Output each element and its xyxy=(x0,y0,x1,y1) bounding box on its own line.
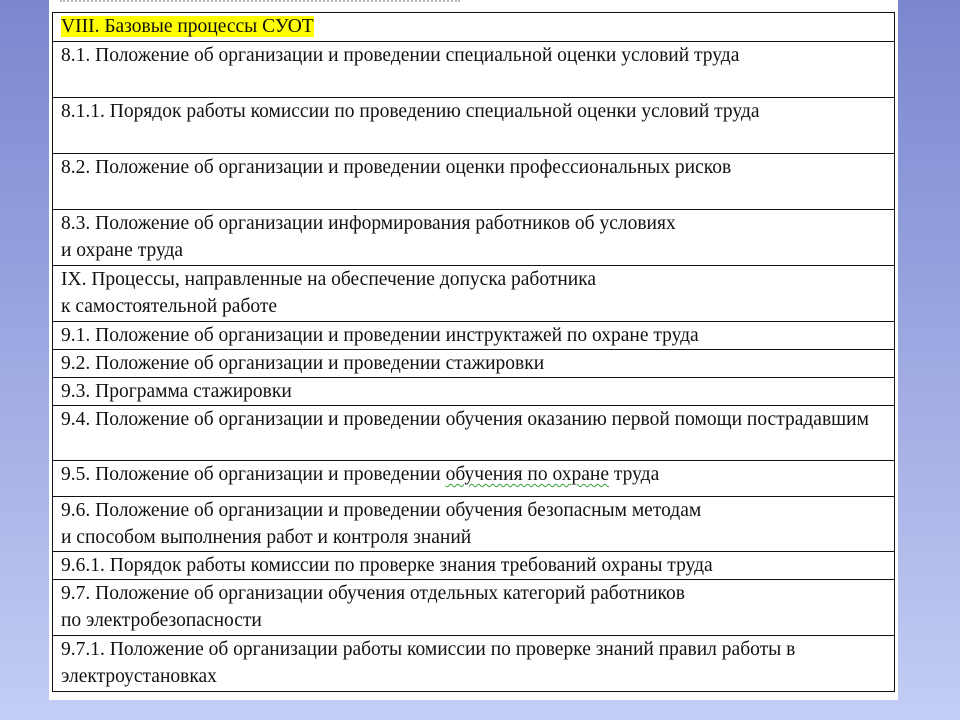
table-cell xyxy=(53,552,895,580)
table-cell xyxy=(53,322,895,350)
table-row xyxy=(53,154,895,210)
table-row xyxy=(53,266,895,322)
cell-text: 8.2. Положение об организации и проведении оценки профессиональных рисков xyxy=(61,157,732,178)
table-cell xyxy=(53,266,895,322)
table-row xyxy=(53,552,895,580)
table-row xyxy=(53,378,895,406)
table-cell xyxy=(53,154,895,210)
table-row xyxy=(53,580,895,636)
table-row xyxy=(53,322,895,350)
table-row xyxy=(53,13,895,42)
cell-text: 8.1.1. Порядок работы комиссии по проведению специальной оценки условий труда xyxy=(61,101,760,122)
table-row xyxy=(53,636,895,692)
table-cell xyxy=(53,98,895,154)
table-row xyxy=(53,406,895,461)
cell-text: 8.1. Положение об организации и проведении специальной оценки условий труда xyxy=(61,45,740,66)
table-cell xyxy=(53,13,895,42)
table-cell xyxy=(53,461,895,497)
cell-text: 9.6.1. Порядок работы комиссии по проверке знания требований охраны труда xyxy=(61,555,713,576)
table-row xyxy=(53,350,895,378)
cell-text: 9.4. Положение об организации и проведении обучения оказанию первой помощи пострадавшим xyxy=(61,409,869,430)
cell-text: 9.7. Положение об организации обучения отдельных категорий работников по электробезопасности xyxy=(61,583,685,631)
table-row xyxy=(53,42,895,98)
table-row xyxy=(53,461,895,497)
table-row xyxy=(53,210,895,266)
table-row xyxy=(53,98,895,154)
table-cell xyxy=(53,406,895,461)
table-cell xyxy=(53,580,895,636)
procedures-table xyxy=(52,12,895,692)
table-row xyxy=(53,497,895,552)
cell-text: труда xyxy=(609,464,660,485)
cell-text: 8.3. Положение об организации информирования работников об условиях и охране труда xyxy=(61,213,676,261)
table-cell xyxy=(53,497,895,552)
cell-text: 9.3. Программа стажировки xyxy=(61,381,292,402)
cell-text: 9.6. Положение об организации и проведении обучения безопасным методам и способом выполнения работ и контроля знаний xyxy=(61,500,702,548)
cell-text: 9.1. Положение об организации и проведении инструктажей по охране труда xyxy=(61,325,699,346)
table-cell xyxy=(53,42,895,98)
table-cell xyxy=(53,350,895,378)
spellcheck-flagged-text: обучения по охране xyxy=(445,464,610,485)
cell-text: 9.5. Положение об организации и проведении xyxy=(61,464,446,485)
cell-text: 9.2. Положение об организации и проведении стажировки xyxy=(61,353,545,374)
procedures-table-body xyxy=(53,13,895,692)
section-heading: VIII. Базовые процессы СУОТ xyxy=(61,16,314,37)
table-cell xyxy=(53,210,895,266)
cell-text: 9.7.1. Положение об организации работы комиссии по проверке знаний правил работы в электроустановках xyxy=(61,639,796,687)
cell-text: IX. Процессы, направленные на обеспечение допуска работника к самостоятельной работе xyxy=(61,269,597,317)
header-remnant xyxy=(60,0,460,5)
table-cell xyxy=(53,378,895,406)
table-cell xyxy=(53,636,895,692)
